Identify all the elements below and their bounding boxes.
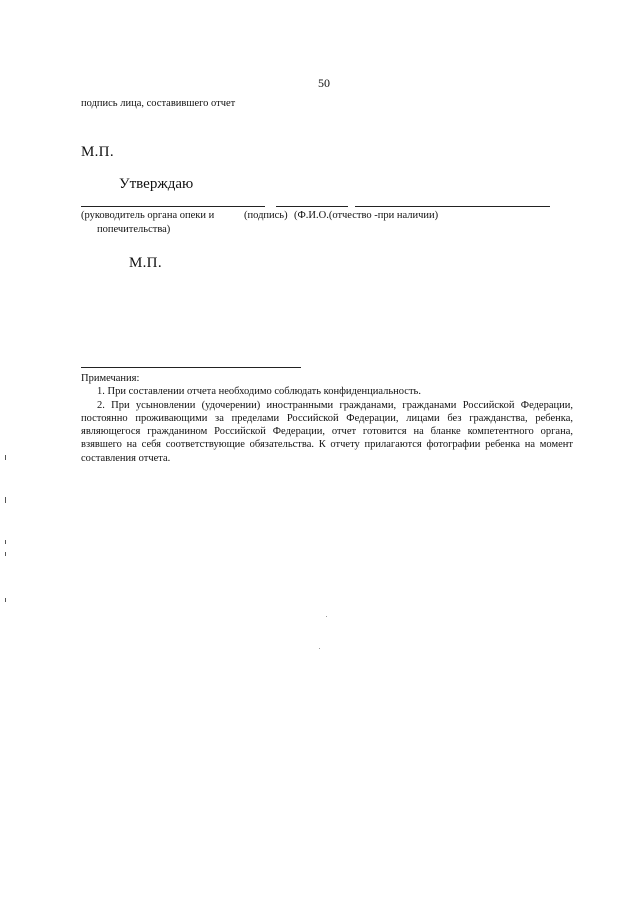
note-item: 1. При составлении отчета необходимо соблюдать конфиденциальность. (97, 386, 421, 398)
scan-mark (5, 540, 6, 544)
full-name-caption: (Ф.И.О.(отчество -при наличии) (294, 210, 439, 221)
scan-mark (5, 455, 6, 460)
signature-caption: (подпись) (244, 210, 288, 221)
scan-mark (5, 497, 6, 503)
page-number: 50 (318, 76, 330, 90)
scan-mark (5, 598, 6, 602)
note-item: 2. При усыновлении (удочерении) иностранными гражданами, гражданами Российской Федерации, постоянно проживающими за пределами Российской Федерации, лицами без гражданства, ребенка, являющегося гражданином Российской Федерации, отчет готовится на бланке компетентного органа, взявшего на себя соответствующие обязательства. К отчету прилагаются фотографии ребенка на момент составления отчета. (81, 399, 573, 464)
scan-dot (326, 616, 327, 617)
stamp-label-approval: М.П. (129, 255, 162, 271)
approve-label: Утверждаю (119, 176, 194, 192)
signatory-label: подпись лица, составившего отчет (81, 98, 236, 109)
full-name-line (355, 206, 550, 207)
head-caption: (руководитель органа опеки и (81, 210, 215, 221)
head-signature-line (81, 206, 265, 207)
head-caption-continued: попечительства) (97, 224, 171, 235)
scan-mark (5, 552, 6, 556)
notes-title: Примечания: (81, 373, 140, 384)
stamp-label: М.П. (81, 144, 114, 160)
notes-separator-line (81, 367, 301, 368)
signature-line (276, 206, 348, 207)
scan-dot (319, 648, 320, 649)
notes-block (81, 372, 573, 465)
